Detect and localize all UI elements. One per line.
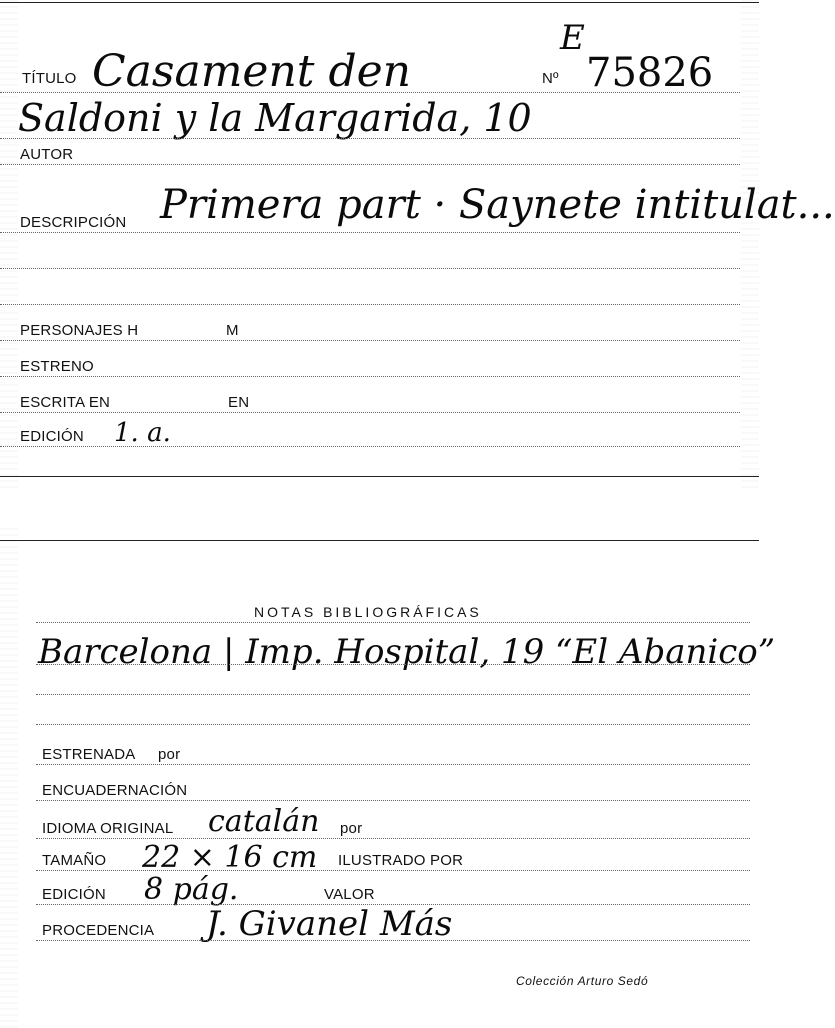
escrita-label: ESCRITA EN [20, 394, 111, 411]
descripcion-label: DESCRIPCIÓN [20, 214, 127, 231]
edicion-value-back: 8 pág. [144, 872, 239, 907]
titulo-line [0, 92, 740, 93]
edicion-value-front: 1. a. [114, 418, 171, 448]
estrenada-line [36, 764, 750, 765]
encuadernacion-label: ENCUADERNACIÓN [42, 782, 188, 799]
scan-edge-right [741, 0, 759, 492]
idioma-label: IDIOMA ORIGINAL [42, 820, 174, 837]
card-top-edge-back [0, 540, 759, 541]
tamano-line [36, 870, 750, 871]
autor-label: AUTOR [20, 146, 74, 163]
idioma-suffix: por [340, 820, 363, 837]
numero-value: 75826 [586, 50, 714, 96]
card-bottom-edge [0, 476, 759, 477]
valor-label: VALOR [324, 886, 375, 903]
collection-credit: Colección Arturo Sedó [516, 974, 649, 988]
tamano-label: TAMAÑO [42, 852, 107, 869]
catalog-card-back [0, 528, 776, 1028]
notas-heading-line [36, 622, 750, 623]
procedencia-value: J. Givanel Más [206, 904, 453, 944]
corner-mark: E [560, 18, 585, 58]
scan-edge-left [0, 0, 18, 492]
titulo-label: TÍTULO [22, 70, 77, 87]
autor-line [0, 164, 740, 165]
edicion-line-front [0, 446, 740, 447]
catalog-card-front [0, 0, 835, 492]
edicion-label-back: EDICIÓN [42, 886, 106, 903]
titulo-continued-line [0, 138, 740, 139]
personajes-line [0, 340, 740, 341]
descripcion-value: Primera part · Saynete intitulat... [160, 182, 835, 228]
escrita-en-label: EN [228, 394, 250, 411]
procedencia-line [36, 940, 750, 941]
escrita-line [0, 412, 740, 413]
edicion-label-front: EDICIÓN [20, 428, 84, 445]
tamano-value: 22 × 16 cm [142, 840, 318, 875]
notas-line-2 [36, 694, 750, 695]
card-top-edge [0, 2, 759, 3]
idioma-value: catalán [208, 804, 320, 839]
estreno-line [0, 376, 740, 377]
notas-heading: NOTAS BIBLIOGRÁFICAS [254, 604, 482, 620]
titulo-value: Casament den [92, 46, 412, 97]
personajes-m-label: M [226, 322, 239, 339]
descripcion-line-1 [0, 232, 740, 233]
notas-value: Barcelona | Imp. Hospital, 19 “El Abanico” [38, 632, 776, 672]
procedencia-label: PROCEDENCIA [42, 922, 155, 939]
idioma-line [36, 838, 750, 839]
descripcion-line-2 [0, 268, 740, 269]
ilustrado-label: ILUSTRADO POR [338, 852, 464, 869]
encuadernacion-line [36, 800, 750, 801]
titulo-value-continued: Saldoni y la Margarida, 10 [18, 96, 532, 140]
descripcion-line-3 [0, 304, 740, 305]
numero-label: Nº [542, 70, 559, 87]
estrenada-suffix: por [158, 746, 181, 763]
estreno-label: ESTRENO [20, 358, 94, 375]
notas-line-1 [36, 664, 750, 665]
estrenada-label: ESTRENADA [42, 746, 136, 763]
personajes-label: PERSONAJES H [20, 322, 139, 339]
scan-edge-left-back [0, 528, 18, 1028]
notas-line-3 [36, 724, 750, 725]
